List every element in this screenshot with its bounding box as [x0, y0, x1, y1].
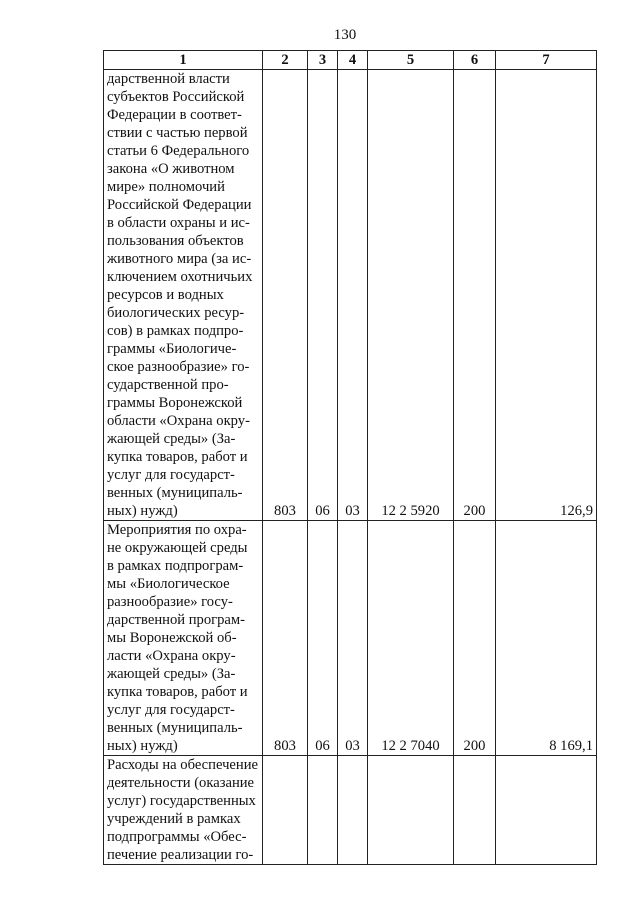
column-header-5: 5 [368, 51, 454, 70]
subsection-code: 03 [338, 521, 368, 756]
column-header-7: 7 [496, 51, 597, 70]
description-line: мы Воронежской об- [107, 630, 237, 646]
description-line: купка товаров, работ и [107, 449, 248, 465]
description-line: ресурсов и водных [107, 287, 224, 303]
row-description [104, 521, 263, 756]
expense-type-code [454, 756, 496, 865]
row-description [104, 70, 263, 521]
column-header-2: 2 [263, 51, 308, 70]
description-line: жающей среды» (За- [107, 431, 236, 447]
description-line: биологических ресур- [107, 305, 245, 321]
section-code [308, 756, 338, 865]
description-line: граммы «Биологиче- [107, 341, 237, 357]
description-line: ское разнообразие» го- [107, 359, 250, 375]
description-line: статьи 6 Федерального [107, 143, 250, 159]
description-line: Расходы на обеспечение [107, 757, 258, 773]
description-line: услуг) государственных [107, 793, 256, 809]
column-header-3: 3 [308, 51, 338, 70]
description-line: сов) в рамках подпро- [107, 323, 244, 339]
department-code: 803 [263, 521, 308, 756]
description-line: субъектов Российской [107, 89, 245, 105]
description-line: венных (муниципаль- [107, 720, 243, 736]
description-line: ласти «Охрана окру- [107, 648, 236, 664]
amount [496, 756, 597, 865]
description-line: не окружающей среды [107, 540, 248, 556]
description-line: ствии с частью первой [107, 125, 248, 141]
description-line: области «Охрана окру- [107, 413, 250, 429]
department-code [263, 756, 308, 865]
expense-type-code: 200 [454, 70, 496, 521]
description-line: пользования объектов [107, 233, 244, 249]
description-line: жающей среды» (За- [107, 666, 236, 682]
column-header-4: 4 [338, 51, 368, 70]
column-header-6: 6 [454, 51, 496, 70]
department-code: 803 [263, 70, 308, 521]
table-row [104, 521, 597, 756]
description-line: закона «О животном [107, 161, 235, 177]
description-line: в рамках подпрограм- [107, 558, 244, 574]
description-line: дарственной програм- [107, 612, 245, 628]
amount: 8 169,1 [496, 521, 597, 756]
description-line: в области охраны и ис- [107, 215, 250, 231]
table-row [104, 70, 597, 521]
description-line: услуг для государст- [107, 467, 235, 483]
description-line: деятельности (оказание [107, 775, 255, 791]
page-number: 130 [333, 27, 357, 43]
target-article-code: 12 2 5920 [368, 70, 454, 521]
description-line: ключением охотничьих [107, 269, 253, 285]
description-line: дарственной власти [107, 71, 230, 87]
description-line: Российской Федерации [107, 197, 252, 213]
column-header-1: 1 [104, 51, 263, 70]
description-line: ных) нужд) [107, 503, 178, 519]
header-row [104, 51, 597, 70]
description-line: мире» полномочий [107, 179, 225, 195]
budget-table [103, 50, 597, 865]
description-line: купка товаров, работ и [107, 684, 248, 700]
subsection-code: 03 [338, 70, 368, 521]
row-description [104, 756, 263, 865]
expense-type-code: 200 [454, 521, 496, 756]
section-code: 06 [308, 521, 338, 756]
subsection-code [338, 756, 368, 865]
target-article-code: 12 2 7040 [368, 521, 454, 756]
table-row [104, 756, 597, 865]
description-line: услуг для государст- [107, 702, 235, 718]
description-line: животного мира (за ис- [107, 251, 252, 267]
description-line: мы «Биологическое [107, 576, 230, 592]
description-line: венных (муниципаль- [107, 485, 243, 501]
description-line: ных) нужд) [107, 738, 178, 754]
description-line: разнообразие» госу- [107, 594, 233, 610]
description-line: печение реализации го- [107, 847, 254, 863]
amount: 126,9 [496, 70, 597, 521]
description-line: Федерации в соответ- [107, 107, 242, 123]
description-line: граммы Воронежской [107, 395, 243, 411]
target-article-code [368, 756, 454, 865]
description-line: сударственной про- [107, 377, 229, 393]
description-line: учреждений в рамках [107, 811, 241, 827]
description-line: подпрограммы «Обес- [107, 829, 247, 845]
description-line: Мероприятия по охра- [107, 522, 247, 538]
section-code: 06 [308, 70, 338, 521]
